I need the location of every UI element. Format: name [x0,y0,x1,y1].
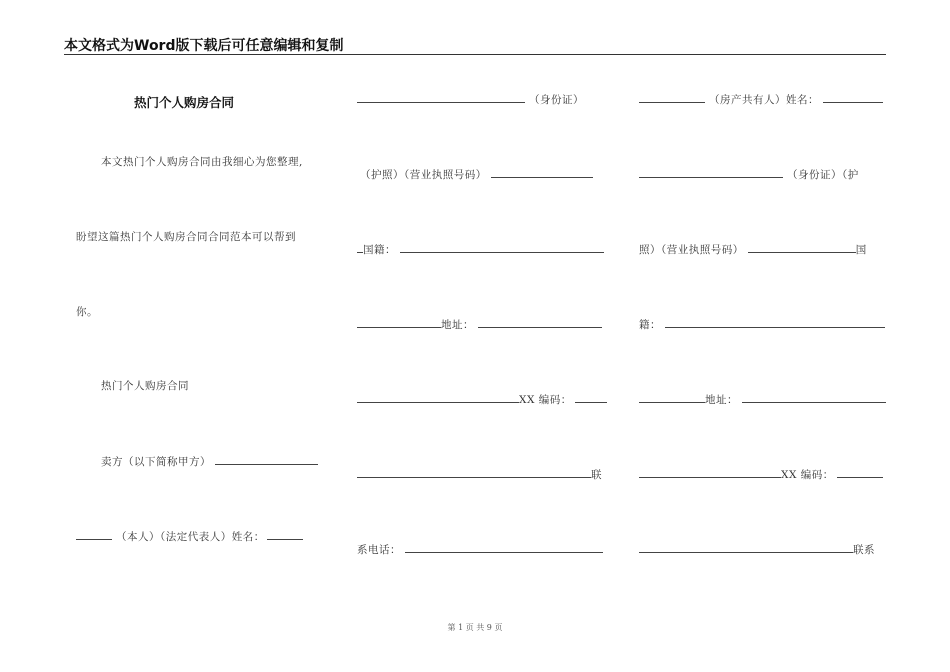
seller-person-line [76,529,303,544]
co-owner-license-blank [748,242,856,253]
address-blank-pre [357,317,441,328]
co-owner-contact-blank [639,542,853,553]
co-owner-address-blank [742,392,886,403]
co-owner-id-label: （身份证）（护 [787,169,859,181]
person-blank-1 [76,529,112,540]
co-owner-blank [823,92,883,103]
co-owner-address-label: 地址： [705,394,738,406]
co-owner-id-line [639,167,859,182]
phone-blank [405,542,603,553]
intro-line-1: 本文热门个人购房合同由我细心为您整理, [101,156,303,168]
id-card-label: （身份证） [529,94,584,106]
passport-blank [491,167,593,178]
seller-label: 卖方（以下简称甲方） [101,456,211,468]
id-card-line [357,92,584,107]
postcode-blank-pre [357,392,519,403]
person-blank-2 [267,529,303,540]
co-owner-nationality-blank [665,317,885,328]
contact-lian: 联 [591,469,602,481]
co-owner-postcode-label: XX 编码： [781,469,834,481]
co-owner-id-blank [639,167,783,178]
co-owner-guo: 国 [855,244,867,256]
co-owner-line [639,92,883,107]
seller-blank [215,454,318,465]
phone-label: 系电话： [357,544,401,556]
co-owner-contact-line [639,542,875,557]
co-owner-lianxi: 联系 [853,544,875,556]
co-owner-label: （房产共有人）姓名： [709,94,819,106]
contract-subtitle: 热门个人购房合同 [101,380,189,392]
co-owner-nationality-line [639,317,885,332]
address-line [357,317,602,332]
nationality-line [357,242,604,257]
address-blank [478,317,602,328]
id-card-blank [357,92,525,103]
co-owner-blank-pre [639,92,705,103]
co-owner-license-label: 照）（营业执照号码） [639,244,744,256]
phone-line [357,542,603,557]
person-label: （本人）（法定代表人）姓名： [116,531,265,543]
intro-line-2: 盼望这篇热门个人购房合同合同范本可以帮到 [76,231,296,243]
co-owner-postcode-line [639,467,883,482]
co-owner-postcode-blank [837,467,883,478]
seller-line [101,454,318,469]
contact-blank-pre [357,467,591,478]
nationality-label: 国籍： [363,244,396,256]
passport-line [360,167,593,182]
document-title: 热门个人购房合同 [134,95,235,110]
address-label: 地址： [441,319,474,331]
co-owner-ji-label: 籍： [639,319,661,331]
header-text: 本文格式为Word版下载后可任意编辑和复制 [64,38,344,54]
page-header [64,34,886,55]
co-owner-license-line [639,242,867,257]
postcode-label: XX 编码： [519,394,572,406]
co-owner-postcode-blank-pre [639,467,781,478]
postcode-blank [575,392,607,403]
co-owner-address-blank-pre [639,392,705,403]
nationality-blank [400,242,604,253]
passport-label: （护照）（营业执照号码） [360,169,487,181]
postcode-line [357,392,607,407]
page-footer: 第 1 页 共 9 页 [447,623,503,632]
co-owner-address-line [639,392,886,407]
contact-line-start [357,467,602,482]
intro-line-3: 你。 [76,306,98,318]
